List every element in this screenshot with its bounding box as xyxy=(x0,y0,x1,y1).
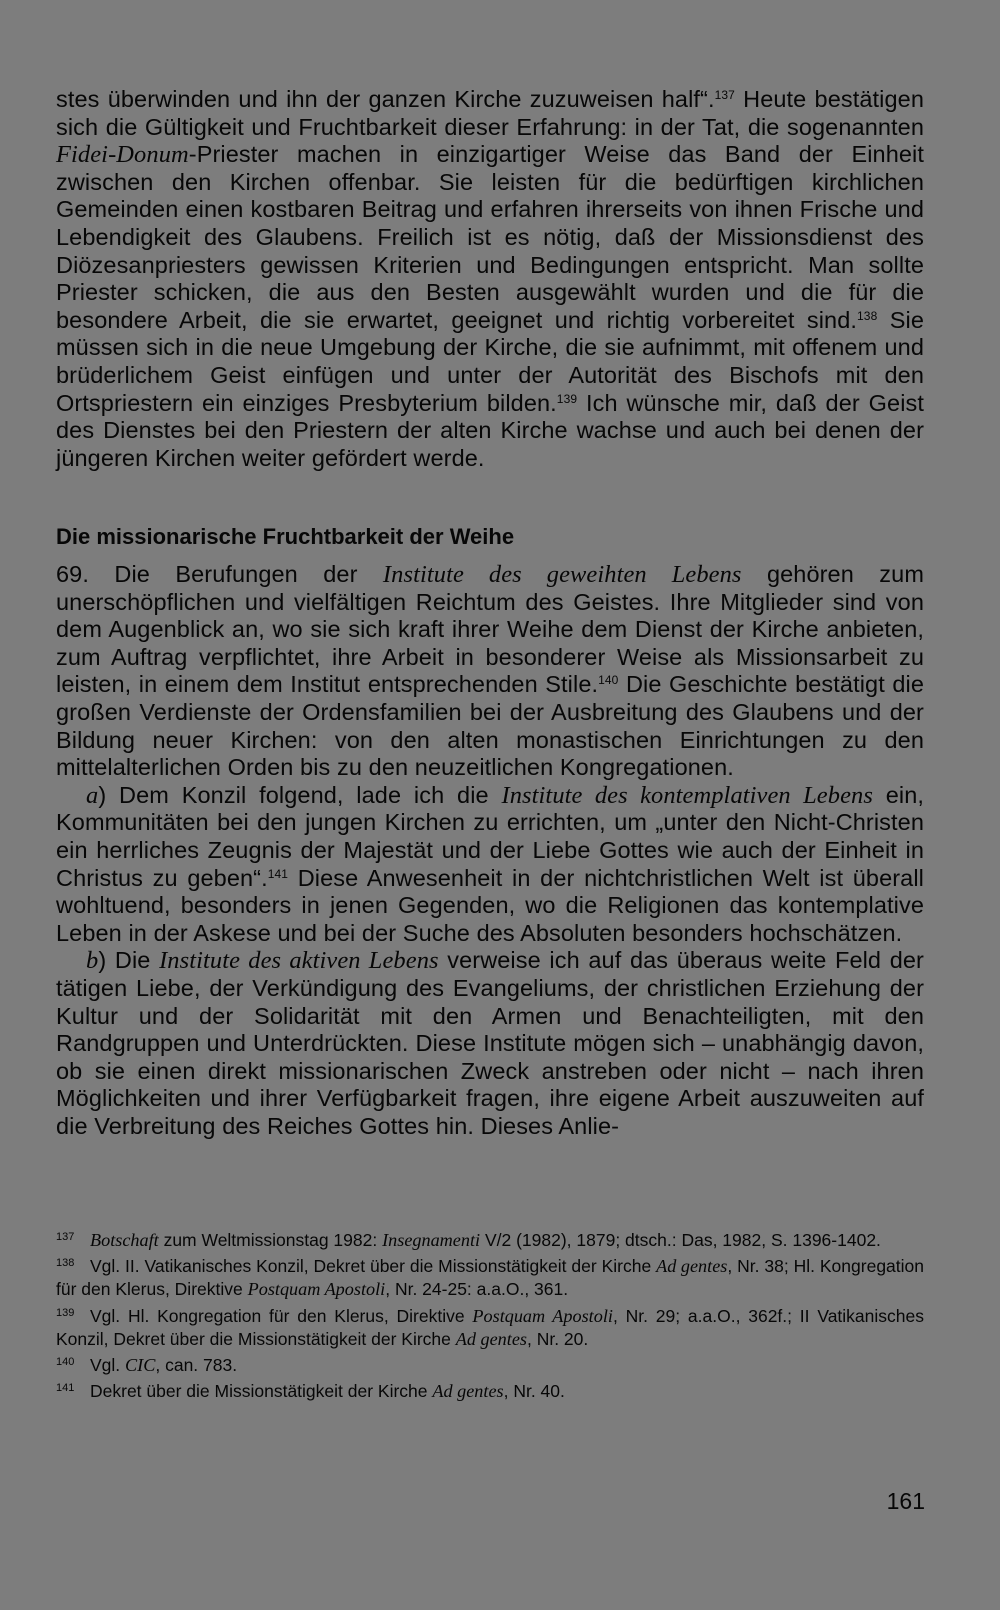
text-run: Sie müssen sich in die neue Umgebung der Kirche, die sie aufnimmt, mit offenem und brüderlichem Geist einfügen und unter der Autorität des Bischofs mit den Ortspriestern ein einziges Presbyterium bilden. xyxy=(56,306,924,416)
text-run: Die Geschichte bestätigt die großen Verdienste der Ordensfamilien bei der Ausbreitung des Glaubens und der Bildung neuer Kirchen: von den alten monastischen Einrichtungen zu den mittelalterlichen Orden bis zu den neuzeitlichen Kongregationen. xyxy=(56,671,924,781)
footnote-number: 141 xyxy=(56,1382,75,1395)
italic-text: Postquam Apostoli xyxy=(247,1279,386,1300)
text-run: Vgl. xyxy=(90,1355,126,1376)
italic-text: Botschaft xyxy=(90,1230,159,1250)
italic-text: a xyxy=(86,781,99,809)
paragraph-continuation xyxy=(56,86,924,472)
italic-text: Insegnamenti xyxy=(382,1230,481,1250)
text-run: ) Dem Konzil folgend, lade ich die xyxy=(98,781,502,808)
text-run: ) Die xyxy=(98,947,160,974)
page-number: 161 xyxy=(886,1488,925,1514)
text-run: V/2 (1982), 1879; dtsch.: Das, 1982, S. 1396-1402. xyxy=(480,1230,881,1250)
top-text-block xyxy=(56,86,924,472)
footnote-number: 140 xyxy=(56,1356,75,1369)
italic-text: Postquam Apostoli xyxy=(472,1305,613,1326)
footnote-text xyxy=(56,1306,924,1349)
footnote-reference: 140 xyxy=(598,673,619,688)
text-run: Diese Anwesenheit in der nichtchristlichen Welt ist überall wohltuend, besonders in jenen Gegenden, wo die Religionen das kontemplative Leben in der Askese und bei der Suche des Absoluten besonders hochschätzen. xyxy=(56,864,924,946)
italic-text: Ad gentes xyxy=(455,1328,527,1349)
paragraph-69 xyxy=(56,561,924,782)
italic-text: Institute des kontemplativen Lebens xyxy=(501,781,873,809)
text-run: , Nr. 20. xyxy=(526,1328,589,1349)
text-run: , Nr. 38; Hl. Kongregation für den Klerus, Direktive xyxy=(56,1256,924,1300)
text-run: zum Weltmissionstag 1982: xyxy=(158,1230,383,1250)
text-run: -Priester machen in einzigartiger Weise das Band der Einheit zwischen den Kirchen offenbar. Sie leisten für die bedürftigen kirchlichen Gemeinden einen kostbaren Beitrag und erfahren ihrerseits von ihnen Frische und Lebendigkeit des Glaubens. Freilich ist es nötig, daß der Missionsdienst des Diözesanpriesters gewissen Kriterien und Bedingungen entspricht. Man sollte Priester schicken, die aus den Besten ausgewählt wurden und die für die besondere Arbeit, die sie erwartet, geeignet und richtig vorbereitet sind. xyxy=(56,141,924,333)
text-run: , Nr. 40. xyxy=(503,1381,565,1402)
text-run: stes überwinden und ihn der ganzen Kirche zuzuweisen half“. xyxy=(56,86,715,112)
footnote-text xyxy=(56,1256,924,1299)
footnote-text xyxy=(90,1230,881,1250)
italic-text: Ad gentes xyxy=(656,1256,728,1277)
footnote-reference: 141 xyxy=(267,866,289,881)
text-run: Heute bestätigen sich die Gültigkeit und Fruchtbarkeit dieser Erfahrung: in der Tat, die sogenannten xyxy=(56,86,924,140)
footnote xyxy=(56,1377,924,1403)
text-run: , Nr. 29; a.a.O., 362f.; II Vatikanisches Konzil, Dekret über die Missionstätigkeit der Kirche xyxy=(56,1305,925,1349)
footnote xyxy=(56,1351,924,1377)
text-run: ein, Kommunitäten bei den jungen Kirchen zu errichten, um „unter den Nicht-Christen ein herrliches Zeugnis der Majestät und der Liebe Gottes wie auch der Einheit in Christus zu geben“. xyxy=(56,781,925,891)
footnote-reference: 139 xyxy=(556,391,578,406)
text-run: Dekret über die Missionstätigkeit der Kirche xyxy=(90,1381,433,1402)
italic-text: Ad gentes xyxy=(432,1381,504,1402)
footnote-text xyxy=(90,1381,565,1401)
italic-text: Fidei-Donum xyxy=(56,141,189,169)
text-run: Vgl. II. Vatikanisches Konzil, Dekret über die Missionstätigkeit der Kirche xyxy=(90,1256,657,1277)
text-run: , can. 783. xyxy=(155,1355,238,1376)
footnote xyxy=(56,1252,924,1301)
italic-text: b xyxy=(86,947,99,975)
footnote xyxy=(56,1302,924,1351)
footnote-number: 138 xyxy=(56,1257,75,1270)
footnote-number: 137 xyxy=(56,1231,75,1243)
footnote-reference: 137 xyxy=(714,88,735,102)
footnote-number: 139 xyxy=(56,1306,75,1319)
main-text-block xyxy=(56,561,924,1140)
text-run: , Nr. 24-25: a.a.O., 361. xyxy=(385,1279,569,1300)
section-heading: Die missionarische Fruchtbarkeit der Weihe xyxy=(56,524,515,549)
footnote-reference: 138 xyxy=(857,308,878,323)
italic-text: Institute des geweihten Lebens xyxy=(382,561,742,588)
italic-text: CIC xyxy=(125,1355,156,1376)
text-run: Ich wünsche mir, daß der Geist des Dienstes bei den Priestern der alten Kirche wachse und auch bei denen der jüngeren Kirchen weiter gefördert werde. xyxy=(56,389,924,471)
paragraph-b xyxy=(56,947,924,1140)
footnote xyxy=(56,1226,924,1252)
italic-text: Institute des aktiven Lebens xyxy=(159,947,439,975)
footnotes xyxy=(56,1226,924,1403)
text-run: 69. Die Berufungen der xyxy=(56,561,383,587)
text-run: verweise ich auf das überaus weite Feld der tätigen Liebe, der Verkündigung des Evangeliums, der christlichen Erziehung der Kultur und der Solidarität mit den Armen und Benachteiligten, mit den Randgruppen und Unterdrückten. Diese Institute mögen sich – unabhängig davon, ob sie einen direkt missionarischen Zweck anstreben oder nicht – nach ihren Möglichkeiten und ihrer Verfügbarkeit fragen, ihre eigene Arbeit auszuweiten auf die Verbreitung des Reiches Gottes hin. Dieses Anlie- xyxy=(56,947,924,1139)
text-run: gehören zum unerschöpflichen und vielfältigen Reichtum des Geistes. Ihre Mitglieder sind von dem Augenblick an, wo sie sich kraft ihrer Weihe dem Dienst der Kirche anbieten, zum Auftrag verpflichtet, ihre Arbeit in besonderer Weise als Missionsarbeit zu leisten, in einem dem Institut entsprechenden Stile. xyxy=(56,561,924,698)
text-run: Vgl. Hl. Kongregation für den Klerus, Direktive xyxy=(90,1305,473,1326)
paragraph-a xyxy=(56,782,924,948)
footnote-text xyxy=(90,1355,237,1375)
